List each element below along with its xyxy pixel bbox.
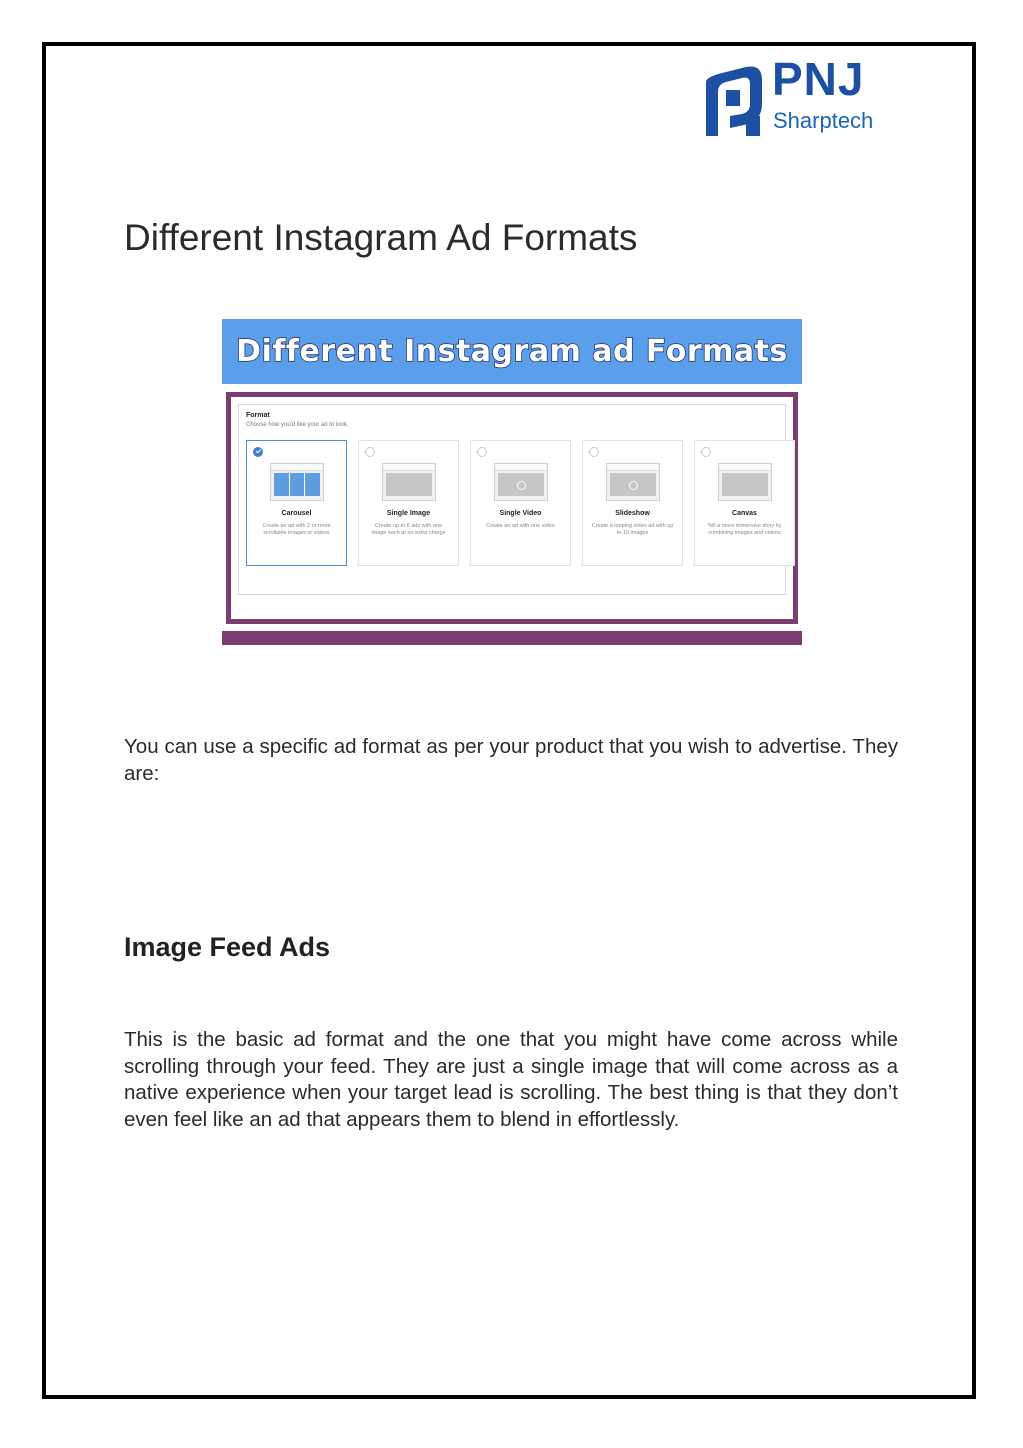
radio-icon — [589, 447, 599, 457]
canvas-icon — [718, 463, 772, 501]
figure-bottom-bar — [222, 631, 802, 645]
checked-radio-icon — [253, 447, 263, 457]
card-title: Carousel — [281, 510, 312, 517]
figure-banner — [222, 319, 802, 384]
ad-formats-figure — [222, 319, 802, 645]
video-icon — [494, 463, 548, 501]
card-title: Single Image — [386, 510, 431, 517]
logo-mark-icon — [702, 64, 764, 138]
page-title: Different Instagram Ad Formats — [124, 217, 638, 258]
card-title: Slideshow — [615, 510, 650, 517]
slideshow-icon — [606, 463, 660, 501]
radio-icon — [477, 447, 487, 457]
section-heading: Image Feed Ads — [124, 932, 331, 962]
card-title: Single Video — [499, 510, 542, 517]
format-subheading: Choose how you'd like your ad to look. — [246, 422, 349, 428]
card-description: Create an ad with 2 or more scrollable images or videos — [262, 523, 331, 537]
format-card-single-video — [470, 440, 571, 566]
format-card-slideshow — [582, 440, 683, 566]
radio-icon — [365, 447, 375, 457]
section-paragraph: This is the basic ad format and the one that you might have come across while scrolling through your feed. They are just a single image that will come across as a native experience when your target lead is scrolling. The best thing is that they don’t even feel like an ad that appears them to blend in effortlessly. — [124, 1028, 898, 1131]
format-card-single-image — [358, 440, 459, 566]
card-description: Create up to 6 ads with one image each at no extra charge — [371, 523, 446, 537]
radio-icon — [701, 447, 711, 457]
card-description: Create an ad with one video — [486, 523, 555, 529]
banner-title: Different Instagram ad Formats — [236, 334, 788, 369]
format-panel — [226, 392, 798, 624]
intro-paragraph: You can use a specific ad format as per your product that you wish to advertise. They are: — [124, 735, 898, 785]
card-description: Tell a more immersive story by combining images and videos — [707, 523, 782, 537]
carousel-icon — [270, 463, 324, 501]
logo-brand-text: PNJ — [772, 53, 865, 105]
logo-tagline: Sharptech — [773, 108, 874, 133]
image-icon — [382, 463, 436, 501]
format-cards — [246, 440, 787, 568]
format-heading: Format — [246, 412, 270, 419]
format-card-canvas — [694, 440, 795, 566]
pnj-sharptech-logo — [700, 53, 890, 142]
format-card-carousel — [246, 440, 347, 566]
card-title: Canvas — [732, 510, 757, 517]
card-description: Create a looping video ad with up to 10 images — [591, 523, 674, 537]
format-panel-inner — [238, 404, 786, 595]
